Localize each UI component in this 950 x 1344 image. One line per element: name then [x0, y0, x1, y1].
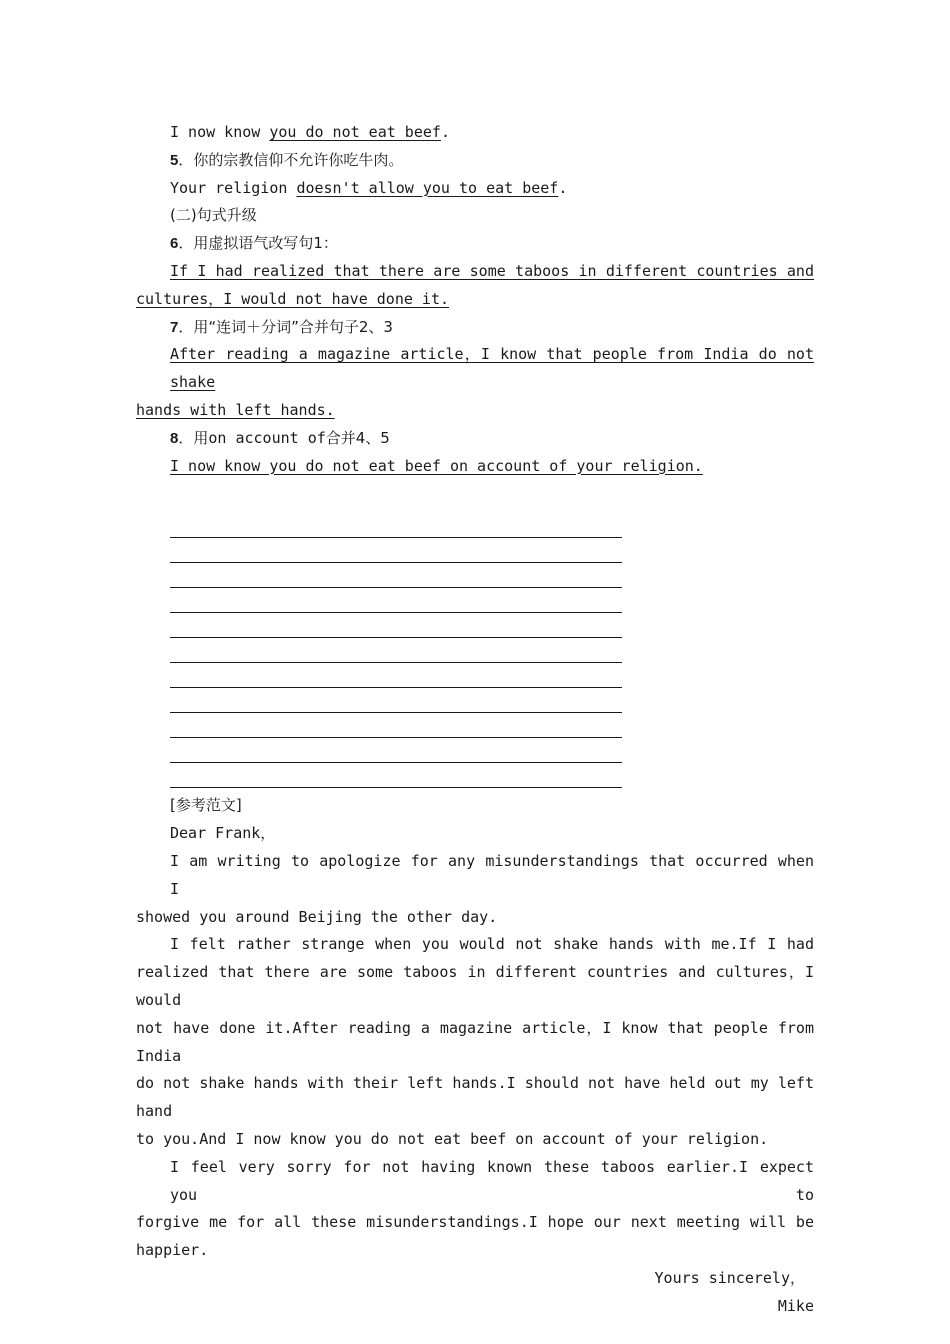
answer-text: After reading a magazine article，I know that people from India do not shake: [170, 345, 814, 392]
answer-8: [136, 453, 814, 481]
essay-p3-line: I feel very sorry for not having known these taboos earlier.I expect you to: [170, 1157, 814, 1204]
question-number: 8: [170, 429, 179, 447]
text: .: [558, 178, 568, 197]
question-5: [136, 147, 814, 175]
question-number: 6: [170, 235, 179, 253]
question-number: 5: [170, 151, 179, 169]
closing-text: Yours sincerely，: [654, 1268, 805, 1287]
writing-line: [170, 738, 622, 763]
answer-6-line-1: [136, 258, 814, 286]
writing-line: [170, 588, 622, 613]
essay-p2-line: realized that there are some taboos in different countries and cultures，I would: [136, 963, 814, 1009]
essay-signature: Mike: [777, 1296, 814, 1315]
question-7: [136, 314, 814, 342]
essay-salutation: Dear Frank，: [170, 824, 276, 843]
writing-line: [170, 613, 622, 638]
question-text: 合并4、5: [325, 428, 390, 447]
answer-text: If I had realized that there are some taboos in different countries and: [170, 261, 814, 280]
answer-6-line-2: [136, 286, 814, 314]
essay-p2-line: do not shake hands with their left hands.I should not have held out my left hand: [136, 1074, 814, 1121]
answer-line-5: [136, 175, 814, 203]
writing-line: [170, 713, 622, 738]
section-title: (二)句式升级: [170, 206, 257, 225]
question-text: ．用虚拟语气改写句1：: [178, 234, 338, 253]
text: .: [440, 123, 450, 141]
question-text: on account of: [208, 428, 326, 447]
essay-p1-line: I am writing to apologize for any misunderstandings that occurred when I: [170, 851, 814, 898]
document-page: [136, 119, 814, 1321]
essay-p1-line: showed you around Beijing the other day.: [136, 907, 498, 926]
essay-p3-line: forgive me for all these misunderstandings.I hope our next meeting will be: [136, 1213, 814, 1232]
essay-p2-line: I felt rather strange when you would not shake hands with me.If I had: [170, 935, 814, 954]
question-text: ．你的宗教信仰不允许你吃牛肉。: [178, 150, 404, 169]
question-text: ．用“连词＋分词”合并句子2、3: [178, 317, 393, 336]
essay-heading: [参考范文]: [170, 796, 242, 815]
essay-p2-line: to you.And I now know you do not eat beef on account of your religion.: [136, 1129, 769, 1148]
essay-p2-line: not have done it.After reading a magazine article，I know that people from India: [136, 1018, 814, 1065]
answer-line-4: [136, 119, 814, 147]
essay-closing: [136, 1265, 814, 1293]
writing-line: [170, 538, 622, 563]
writing-line: [170, 663, 622, 688]
writing-line: [170, 688, 622, 713]
answer-text: cultures，I would not have done it.: [136, 289, 450, 308]
question-6: [136, 230, 814, 258]
writing-line: [170, 638, 622, 663]
answer-text: I now know you do not eat beef on account of your religion.: [170, 456, 703, 475]
writing-line: [170, 563, 622, 588]
answer-text: hands with left hands.: [136, 400, 335, 419]
answer-7-line-2: [136, 397, 814, 425]
question-text: ．用: [178, 428, 209, 447]
writing-line: [170, 763, 622, 788]
answer-7-line-1: [136, 341, 814, 397]
writing-line: [170, 513, 622, 538]
answer-fill: you do not eat beef: [269, 123, 441, 141]
blank-writing-lines: [170, 513, 622, 788]
answer-fill: doesn't allow you to eat beef: [296, 178, 559, 197]
essay-p3-line: happier.: [136, 1241, 209, 1260]
text: Your religion: [170, 178, 297, 197]
question-number: 7: [170, 318, 179, 336]
question-8: [136, 425, 814, 453]
text: I now know: [170, 123, 270, 141]
